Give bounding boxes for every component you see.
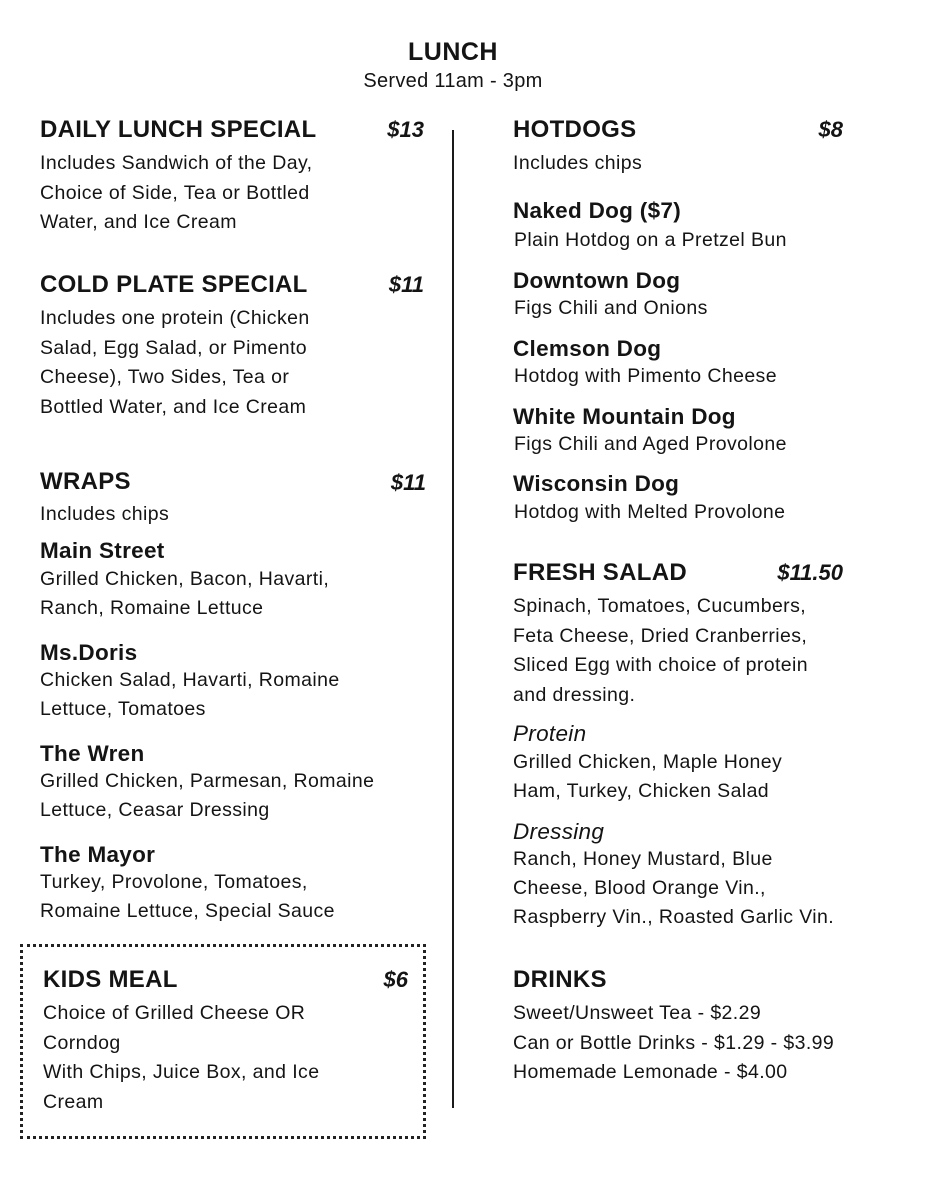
- hotdogs-title: HOTDOGS: [513, 116, 637, 143]
- wrap-item-description: Grilled Chicken, Parmesan, Romaine Lettuce, Ceasar Dressing: [40, 770, 375, 821]
- dressing-options: Ranch, Honey Mustard, Blue Cheese, Blood Orange Vin., Raspberry Vin., Roasted Garlic Vin.: [513, 848, 835, 928]
- menu-title: LUNCH: [408, 38, 498, 66]
- hotdog-item-name: Naked Dog ($7): [513, 198, 681, 223]
- dressing-heading: Dressing: [513, 819, 605, 844]
- protein-options: Grilled Chicken, Maple Honey Ham, Turkey, Chicken Salad: [513, 751, 783, 802]
- hotdog-item-description: Figs Chili and Aged Provolone: [514, 433, 787, 455]
- daily-lunch-special-price: $13: [387, 117, 424, 142]
- kids-meal-description: Choice of Grilled Cheese OR Corndog With Chips, Juice Box, and Ice Cream: [43, 1002, 320, 1113]
- hotdogs-note: Includes chips: [513, 152, 643, 174]
- cold-plate-special-title: COLD PLATE SPECIAL: [40, 271, 308, 298]
- wrap-item-name: Ms.Doris: [40, 640, 138, 665]
- wrap-item-name: The Wren: [40, 741, 145, 766]
- daily-lunch-special-description: Includes Sandwich of the Day, Choice of Side, Tea or Bottled Water, and Ice Cream: [40, 152, 313, 233]
- kids-meal-price: $6: [383, 967, 408, 992]
- wrap-item-description: Grilled Chicken, Bacon, Havarti, Ranch, Romaine Lettuce: [40, 568, 330, 619]
- fresh-salad-description: Spinach, Tomatoes, Cucumbers, Feta Cheese, Dried Cranberries, Sliced Egg with choice of protein and dressing.: [513, 595, 809, 706]
- wraps-title: WRAPS: [40, 468, 131, 495]
- wraps-price: $11: [390, 470, 426, 495]
- hotdog-item-description: Hotdog with Melted Provolone: [514, 501, 786, 523]
- hotdogs-price: $8: [818, 117, 843, 142]
- drink-item: Can or Bottle Drinks - $1.29 - $3.99: [513, 1031, 835, 1054]
- fresh-salad-title: FRESH SALAD: [513, 559, 687, 586]
- drink-item: Homemade Lemonade - $4.00: [513, 1061, 788, 1083]
- wrap-item-name: The Mayor: [40, 842, 156, 867]
- hotdog-item-name: Downtown Dog: [513, 268, 681, 293]
- cold-plate-special-description: Includes one protein (Chicken Salad, Egg Salad, or Pimento Cheese), Two Sides, Tea or Bottled Water, and Ice Cream: [40, 307, 310, 418]
- hotdog-item-name: Clemson Dog: [513, 336, 662, 361]
- hotdog-item-description: Figs Chili and Onions: [514, 297, 708, 319]
- wrap-item-description: Chicken Salad, Havarti, Romaine Lettuce, Tomatoes: [40, 669, 340, 720]
- drinks-title: DRINKS: [513, 966, 607, 993]
- hotdog-item-description: Hotdog with Pimento Cheese: [514, 365, 777, 387]
- hotdog-item-description: Plain Hotdog on a Pretzel Bun: [514, 229, 787, 251]
- wrap-item-name: Main Street: [40, 538, 165, 563]
- fresh-salad-price: $11.50: [777, 560, 843, 585]
- column-divider: [452, 130, 454, 1108]
- serving-hours: Served 11am - 3pm: [363, 70, 543, 92]
- wraps-note: Includes chips: [40, 503, 170, 525]
- protein-heading: Protein: [513, 721, 587, 746]
- kids-meal-title: KIDS MEAL: [43, 966, 178, 993]
- cold-plate-special-price: $11: [388, 272, 424, 297]
- drink-item: Sweet/Unsweet Tea - $2.29: [513, 1002, 762, 1024]
- drinks-list: [513, 999, 918, 1088]
- daily-lunch-special-title: DAILY LUNCH SPECIAL: [40, 116, 317, 143]
- wrap-item-description: Turkey, Provolone, Tomatoes, Romaine Lettuce, Special Sauce: [40, 871, 335, 922]
- hotdog-item-name: Wisconsin Dog: [513, 471, 680, 496]
- hotdog-item-name: White Mountain Dog: [513, 404, 736, 429]
